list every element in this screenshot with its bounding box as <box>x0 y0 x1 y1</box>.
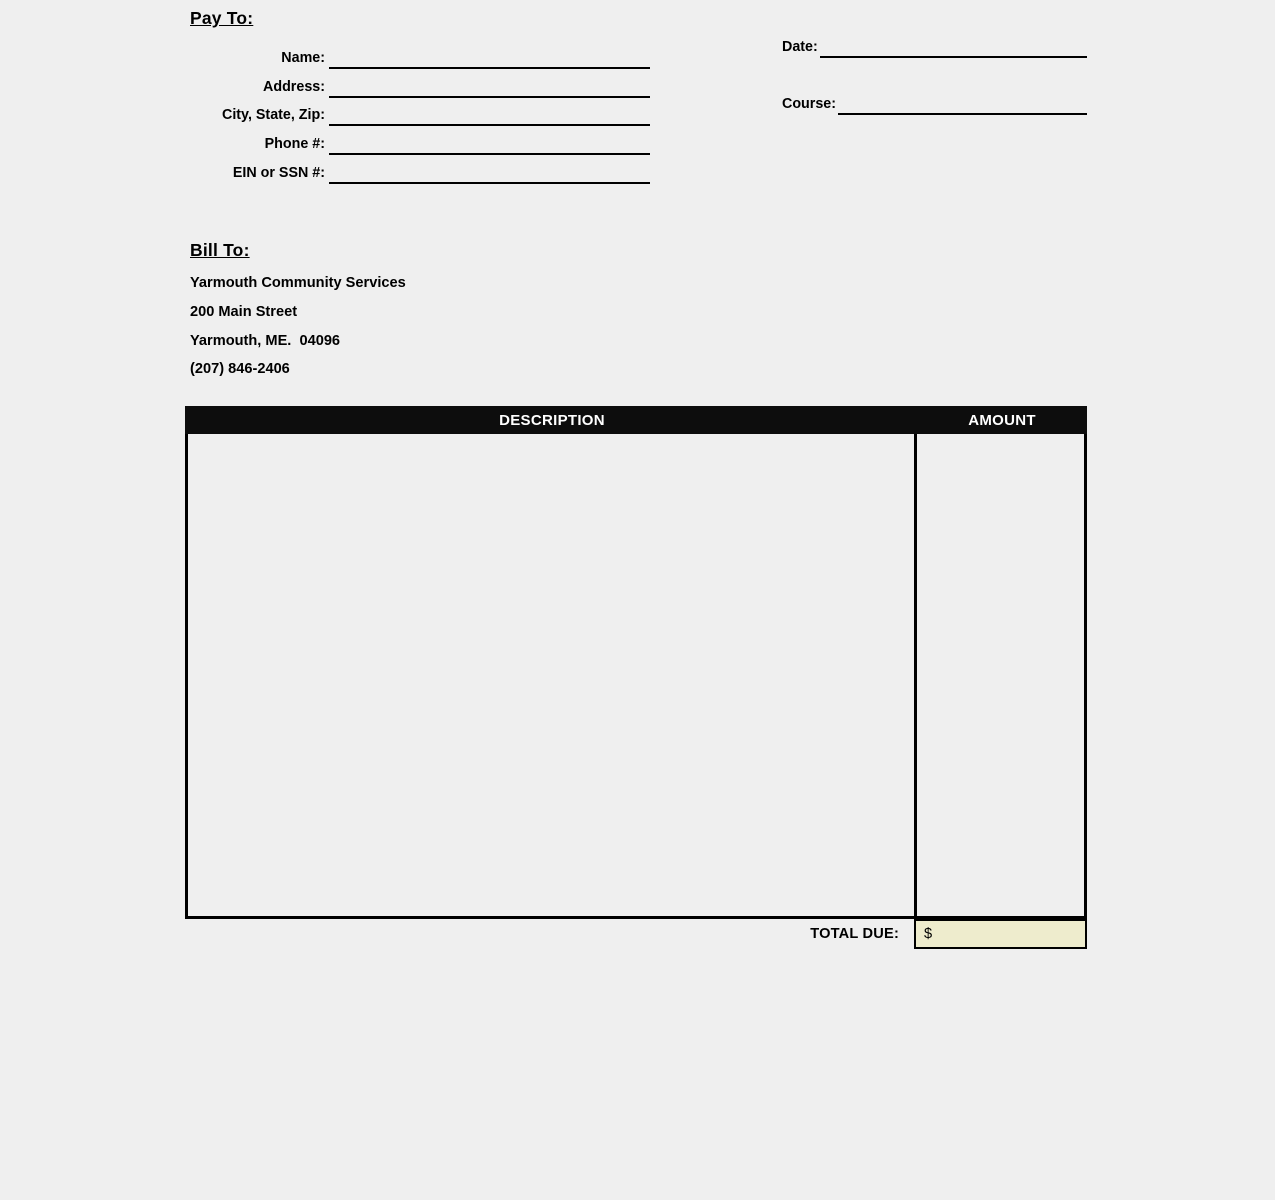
city-state-zip-input[interactable] <box>329 102 650 126</box>
date-input[interactable] <box>820 34 1087 58</box>
bill-to-line-city: Yarmouth, ME. 04096 <box>190 332 341 349</box>
course-field <box>782 91 1087 115</box>
amount-entry-area[interactable] <box>917 434 1084 916</box>
ein-ssn-label: EIN or SSN #: <box>232 164 325 181</box>
bill-to-heading: Bill To: <box>190 240 250 260</box>
pay-to-heading: Pay To: <box>190 8 254 28</box>
table-header-row <box>185 406 1087 434</box>
phone-label: Phone #: <box>264 136 325 153</box>
bill-to-line-organization: Yarmouth Community Services <box>190 275 406 291</box>
address-label: Address: <box>263 78 325 95</box>
pay-to-row-phone <box>190 126 650 155</box>
bill-to-address <box>190 269 406 384</box>
phone-input[interactable] <box>329 131 650 155</box>
pay-to-row-name <box>190 40 650 69</box>
description-entry-area[interactable] <box>188 434 917 916</box>
date-label: Date: <box>782 39 818 55</box>
pay-to-row-ein-ssn <box>190 155 650 184</box>
date-field <box>782 34 1087 58</box>
total-due-input[interactable] <box>914 919 1087 949</box>
address-input[interactable] <box>329 74 650 98</box>
name-input[interactable] <box>329 45 650 69</box>
course-label: Course: <box>782 96 837 112</box>
ein-ssn-input[interactable] <box>329 160 650 184</box>
invoice-table <box>185 406 1087 919</box>
total-due-row <box>185 919 1087 949</box>
column-header-amount: AMOUNT <box>968 411 1036 429</box>
bill-to-line-street: 200 Main Street <box>190 303 298 320</box>
total-due-label: TOTAL DUE: <box>810 926 899 942</box>
name-label: Name: <box>281 49 325 66</box>
pay-to-row-address <box>190 69 650 98</box>
table-body <box>185 434 1087 919</box>
course-input[interactable] <box>838 91 1087 115</box>
currency-symbol: $ <box>924 926 933 942</box>
column-header-description: DESCRIPTION <box>499 411 605 429</box>
bill-to-line-phone: (207) 846-2406 <box>190 361 290 378</box>
city-state-zip-label: City, State, Zip: <box>222 107 325 124</box>
pay-to-row-city-state-zip <box>190 98 650 127</box>
pay-to-field-group <box>190 40 650 184</box>
